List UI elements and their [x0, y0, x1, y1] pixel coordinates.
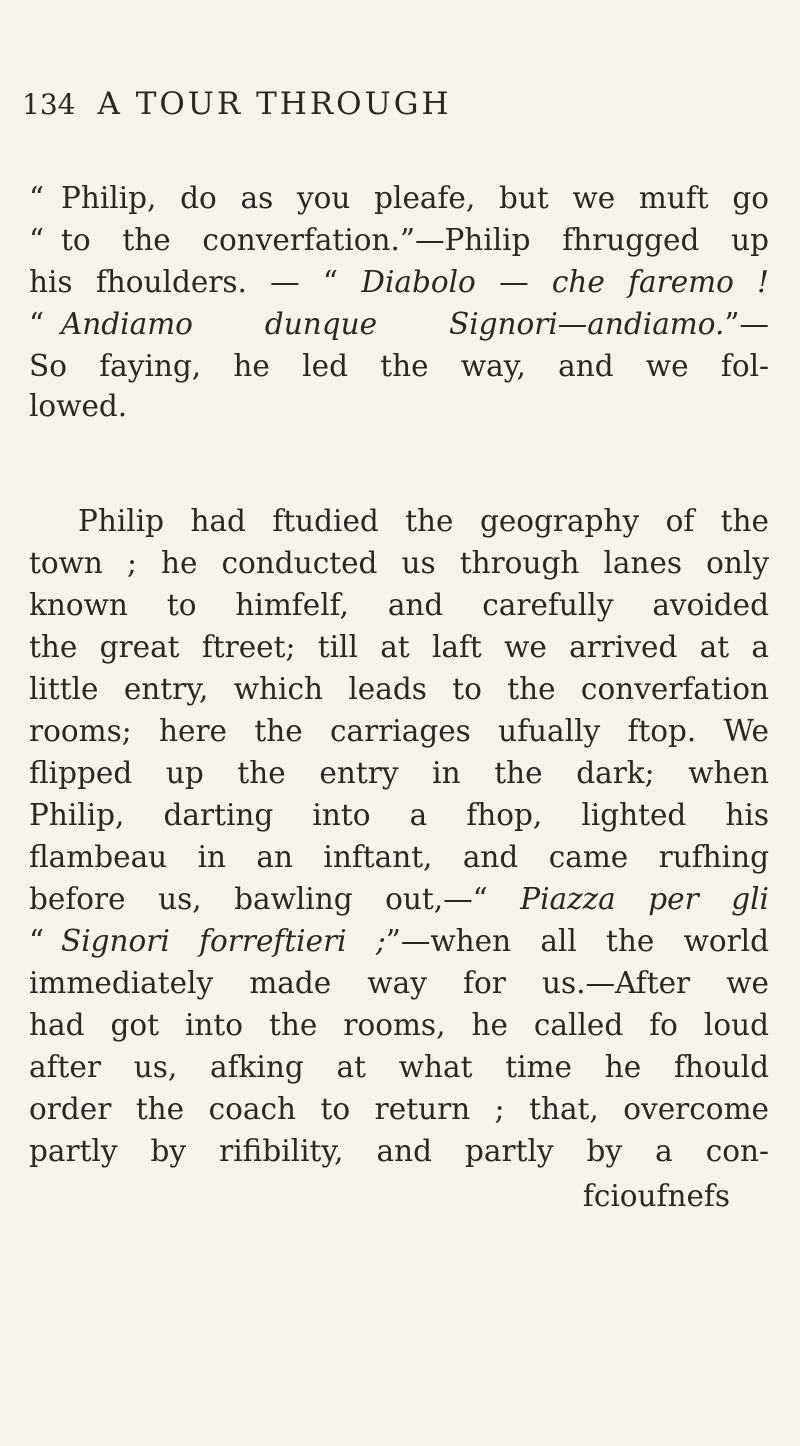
text-line: partly by rifibility, and partly by a con-: [29, 1134, 769, 1168]
catchword: fcioufnefs: [582, 1179, 730, 1213]
text-line: the great ftreet; till at laft we arrived at a: [29, 630, 769, 664]
text-line: lowed.: [29, 389, 128, 423]
text-line: his fhoulders. — “ Diabolo — che faremo !: [29, 265, 769, 299]
text-line: order the coach to return ; that, overcome: [29, 1092, 769, 1126]
text-line: little entry, which leads to the converfation: [29, 672, 769, 706]
text-line: Philip, darting into a fhop, lighted his: [29, 798, 769, 832]
text-line: known to himfelf, and carefully avoided: [29, 588, 769, 622]
text-line: had got into the rooms, he called fo loud: [29, 1008, 769, 1042]
text-line: “ Signori forreftieri ;”—when all the world: [29, 924, 770, 958]
text-line: rooms; here the carriages ufually ftop. We: [29, 714, 769, 748]
text-line: “ to the converfation.”—Philip fhrugged up: [29, 223, 769, 257]
running-title: A TOUR THROUGH: [97, 86, 452, 122]
text-line: flipped up the entry in the dark; when: [29, 756, 769, 790]
text-line: Philip had ftudied the geography of the: [78, 504, 769, 538]
text-line: flambeau in an inftant, and came rufhing: [29, 840, 769, 874]
running-header: [22, 86, 452, 122]
text-line: before us, bawling out,—“ Piazza per gli: [29, 882, 769, 916]
text-line: “ Andiamo dunque Signori—andiamo.”—: [29, 307, 769, 341]
text-line: “ Philip, do as you pleafe, but we muft go: [29, 181, 769, 215]
text-line: town ; he conducted us through lanes only: [29, 546, 769, 580]
text-line: after us, afking at what time he fhould: [29, 1050, 769, 1084]
page-number: 134: [22, 88, 76, 121]
text-line: So faying, he led the way, and we fol-: [29, 349, 769, 383]
text-line: immediately made way for us.—After we: [29, 966, 769, 1000]
